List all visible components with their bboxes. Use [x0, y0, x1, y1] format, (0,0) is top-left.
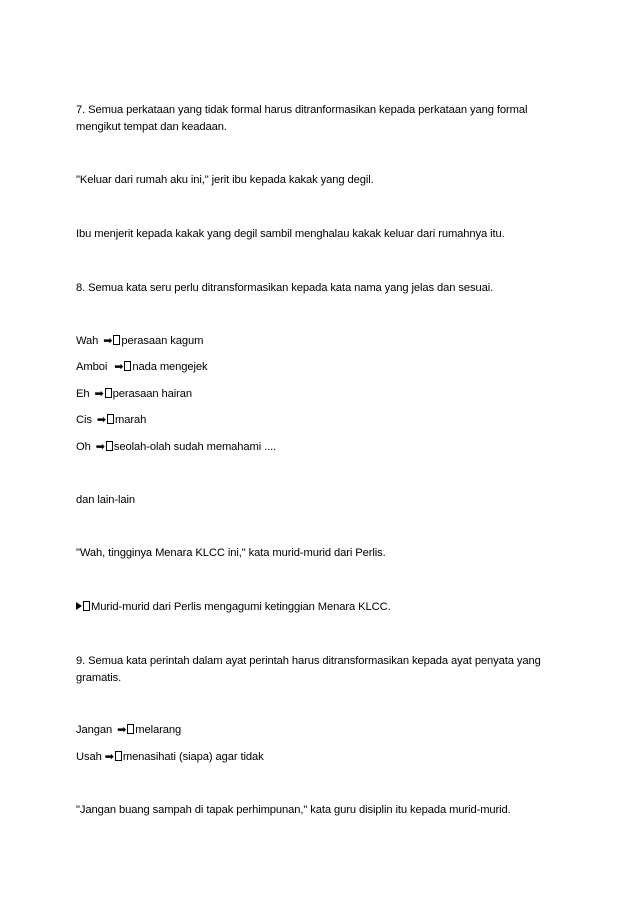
point-9-example: "Jangan buang sampah di tapak perhimpunan," kata guru disiplin itu kepada murid-murid.	[76, 804, 511, 816]
arrow-icon: ➡	[103, 335, 113, 347]
seru-meaning: perasaan kagum	[121, 335, 204, 347]
point-7-paragraph: 7. Semua perkataan yang tidak formal harus ditranformasikan kepada perkataan yang formal mengikut tempat dan keadaan.	[76, 104, 528, 133]
arrow-icon: ➡	[96, 414, 106, 426]
seru-word: Eh	[76, 388, 90, 400]
missing-glyph-icon	[127, 724, 134, 734]
missing-glyph-icon	[115, 751, 122, 761]
point-8-example: "Wah, tingginya Menara KLCC ini," kata murid-murid dari Perlis.	[76, 547, 386, 559]
arrow-icon: ➡	[95, 441, 105, 453]
point-9-paragraph: 9. Semua kata perintah dalam ayat perintah harus ditransformasikan kepada ayat penyata yang gramatis.	[76, 655, 541, 684]
perintah-meaning: melarang	[135, 724, 182, 736]
perintah-item	[76, 749, 566, 766]
point-7-answer: Ibu menjerit kepada kakak yang degil sambil menghalau kakak keluar dari rumahnya itu.	[76, 228, 505, 240]
seru-item	[76, 439, 566, 456]
arrow-icon: ➡	[94, 388, 104, 400]
etc-text: dan lain-lain	[76, 494, 136, 506]
seru-word: Oh	[76, 441, 91, 453]
perintah-word: Jangan	[76, 724, 113, 736]
seru-word: Wah	[76, 335, 99, 347]
seru-item	[76, 412, 566, 429]
seru-word: Amboi	[76, 361, 108, 373]
missing-glyph-icon	[113, 335, 120, 345]
point-7-example: "Keluar dari rumah aku ini," jerit ibu kepada kakak yang degil.	[76, 174, 374, 186]
perintah-word: Usah	[76, 751, 102, 763]
missing-glyph-icon	[105, 388, 112, 398]
missing-glyph-icon	[83, 601, 90, 611]
triangle-bullet-icon	[76, 602, 82, 610]
arrow-icon: ➡	[104, 751, 114, 763]
perintah-item	[76, 722, 566, 739]
missing-glyph-icon	[124, 361, 131, 371]
missing-glyph-icon	[107, 414, 114, 424]
missing-glyph-icon	[106, 441, 113, 451]
answer-text: Murid-murid dari Perlis mengagumi ketinggian Menara KLCC.	[91, 601, 391, 613]
seru-word: Cis	[76, 414, 92, 426]
arrow-icon: ➡	[117, 724, 127, 736]
perintah-meaning: menasihati (siapa) agar tidak	[122, 751, 264, 763]
arrow-icon: ➡	[114, 361, 124, 373]
seru-item	[76, 333, 566, 350]
point-8-answer	[76, 599, 566, 616]
seru-item	[76, 359, 566, 376]
seru-meaning: marah	[114, 414, 147, 426]
seru-meaning: seolah-olah sudah memahami ....	[113, 441, 277, 453]
seru-meaning: perasaan hairan	[112, 388, 192, 400]
seru-meaning: nada mengejek	[132, 361, 208, 373]
seru-item	[76, 386, 566, 403]
point-8-paragraph: 8. Semua kata seru perlu ditransformasikan kepada kata nama yang jelas dan sesuai.	[76, 282, 494, 294]
